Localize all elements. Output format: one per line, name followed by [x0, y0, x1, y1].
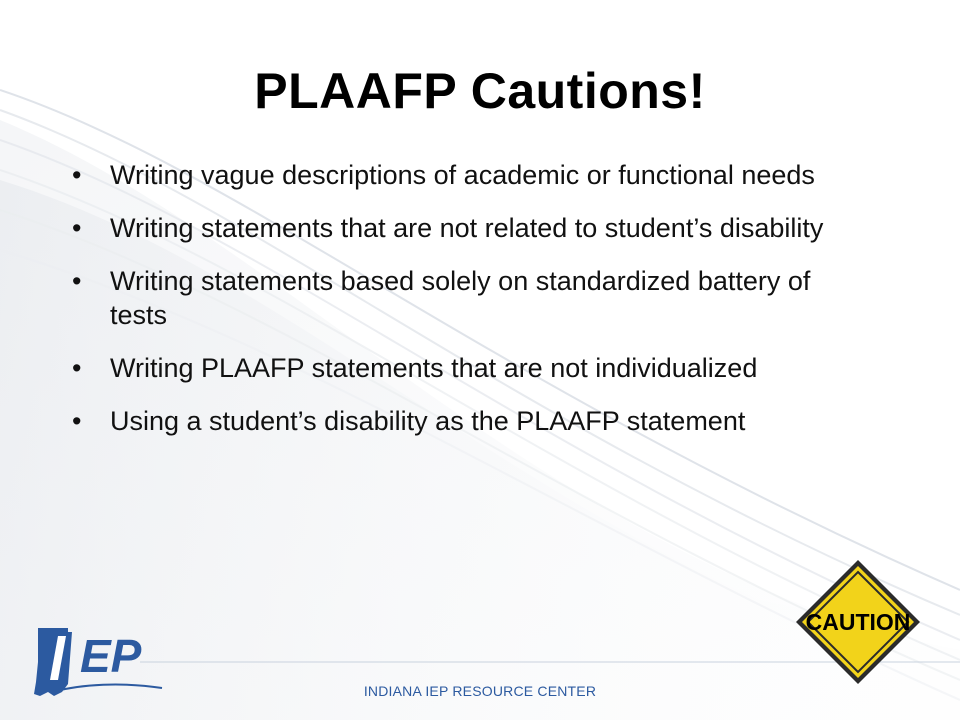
- bullet-marker: •: [72, 213, 82, 243]
- bullet-marker: •: [72, 353, 82, 383]
- logo-text: EP: [80, 630, 142, 682]
- footer-text: INDIANA IEP RESOURCE CENTER: [363, 683, 597, 699]
- bullet-item: [72, 351, 872, 385]
- bullet-text: Writing vague descriptions of academic or functional needs: [110, 160, 815, 190]
- bullet-text: Writing PLAAFP statements that are not individualized: [110, 353, 758, 383]
- bullet-text: Using a student’s disability as the PLAAFP statement: [110, 406, 746, 436]
- slide-title: PLAAFP Cautions!: [254, 63, 706, 119]
- bullet-marker: •: [72, 406, 82, 436]
- bullet-item: [72, 211, 872, 245]
- caution-diamond-sign-icon: [794, 558, 922, 686]
- bullet-marker: •: [72, 160, 82, 190]
- bullet-list: [72, 158, 872, 457]
- bullet-marker: •: [72, 266, 82, 296]
- bullet-item: [72, 404, 872, 438]
- bullet-text: Writing statements that are not related to student’s disability: [110, 213, 824, 243]
- bullet-item: [72, 264, 872, 332]
- bullet-item: [72, 158, 872, 192]
- bullet-text: Writing statements based solely on standardized battery of tests: [110, 266, 811, 330]
- caution-sign-text: CAUTION: [805, 609, 911, 635]
